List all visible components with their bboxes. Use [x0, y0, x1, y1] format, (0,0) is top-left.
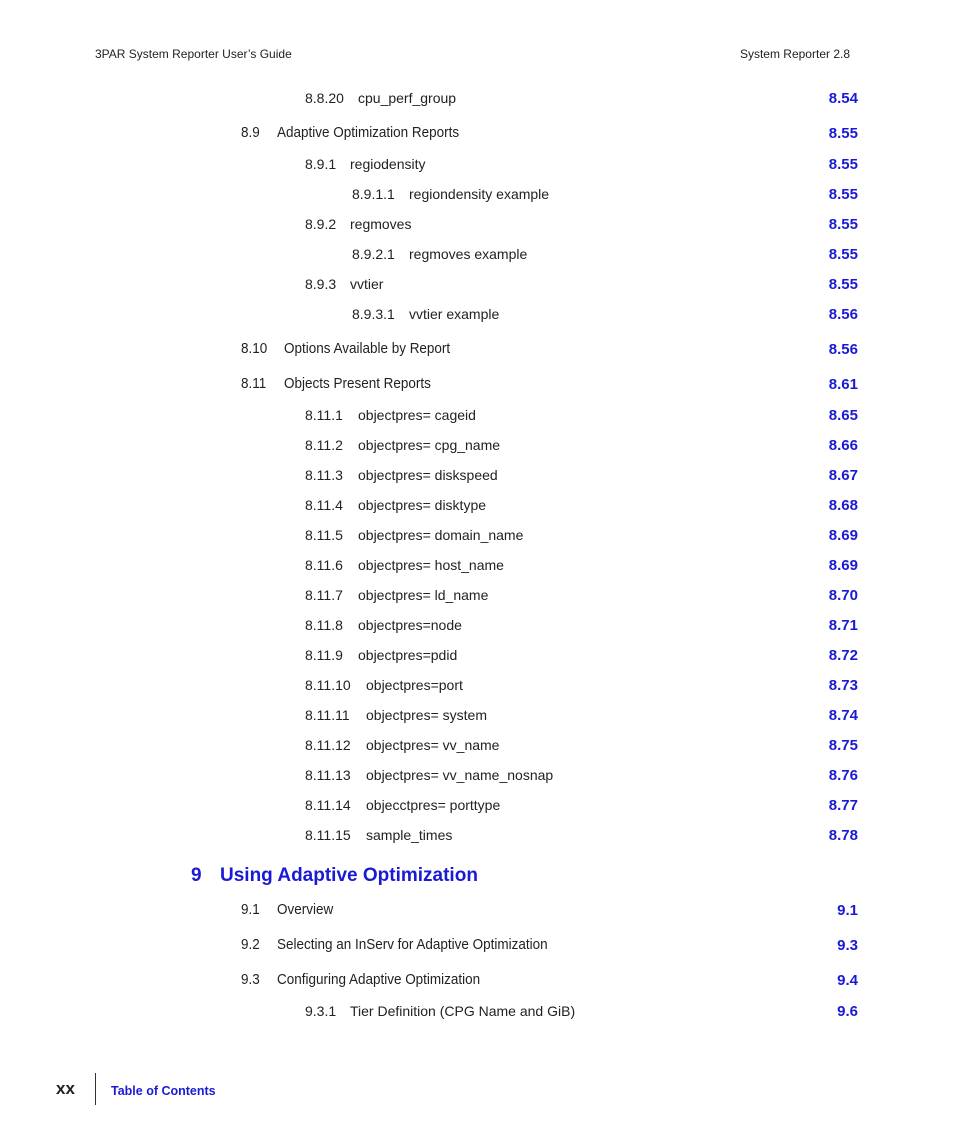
- toc-entry[interactable]: [0, 972, 954, 994]
- page-number: xx: [56, 1079, 75, 1098]
- toc-entry-title[interactable]: regmoves example: [409, 246, 528, 262]
- toc-entry[interactable]: [0, 90, 954, 112]
- toc-entry-page-link[interactable]: 8.69: [828, 527, 858, 544]
- toc-entry-number: 8.11.9: [305, 647, 343, 663]
- toc-entry-title[interactable]: objectpres= cpg_name: [358, 437, 501, 453]
- toc-entry-number: 8.9.3: [305, 276, 337, 292]
- toc-entry[interactable]: [0, 341, 954, 363]
- toc-entry-title[interactable]: objectpres=pdid: [358, 647, 458, 663]
- toc-entry-page-link[interactable]: 8.68: [828, 497, 858, 514]
- toc-entry-page-link[interactable]: 8.70: [828, 587, 858, 604]
- toc-entry-page-link[interactable]: 8.55: [828, 246, 858, 263]
- toc-entry[interactable]: [0, 647, 954, 669]
- toc-entry-title[interactable]: regmoves: [350, 216, 412, 232]
- toc-entry-number: 8.11.4: [305, 497, 343, 513]
- toc-entry-number: 8.11: [241, 376, 267, 392]
- toc-entry-title[interactable]: Configuring Adaptive Optimization: [277, 972, 481, 988]
- toc-entry-number: 8.11.6: [305, 557, 343, 573]
- toc-entry-number: 8.11.5: [305, 527, 343, 543]
- toc-chapter-entry[interactable]: [0, 865, 954, 887]
- toc-entry-page-link[interactable]: 8.65: [828, 407, 858, 424]
- toc-entry-title[interactable]: objectpres= cageid: [358, 407, 476, 423]
- toc-entry-page-link[interactable]: 8.54: [828, 90, 858, 107]
- toc-entry[interactable]: [0, 216, 954, 238]
- toc-entry[interactable]: [0, 767, 954, 789]
- toc-entry[interactable]: [0, 467, 954, 489]
- toc-entry-page-link[interactable]: 8.69: [828, 557, 858, 574]
- toc-entry-number: 8.9: [241, 125, 260, 141]
- toc-entry-page-link[interactable]: 8.55: [828, 186, 858, 203]
- toc-entry[interactable]: [0, 527, 954, 549]
- toc-entry-page-link[interactable]: 8.72: [828, 647, 858, 664]
- toc-entry[interactable]: [0, 246, 954, 268]
- toc-entry-page-link[interactable]: 8.73: [828, 677, 858, 694]
- toc-entry-page-link[interactable]: 8.78: [828, 827, 858, 844]
- toc-entry[interactable]: [0, 937, 954, 959]
- toc-entry[interactable]: [0, 707, 954, 729]
- toc-entry-number: 8.11.3: [305, 467, 343, 483]
- toc-entry-title[interactable]: sample_times: [366, 827, 453, 843]
- toc-entry-number: 8.11.8: [305, 617, 343, 633]
- toc-entry-title[interactable]: Selecting an InServ for Adaptive Optimization: [277, 937, 548, 953]
- toc-entry[interactable]: [0, 306, 954, 328]
- toc-entry-page-link[interactable]: 8.55: [828, 125, 858, 142]
- toc-entry-title[interactable]: regiondensity example: [409, 186, 550, 202]
- toc-entry-page-link[interactable]: 8.76: [828, 767, 858, 784]
- toc-entry-number: 8.11.12: [305, 737, 351, 753]
- toc-entry-title[interactable]: objectpres= ld_name: [358, 587, 489, 603]
- toc-entry[interactable]: [0, 557, 954, 579]
- toc-entry-title[interactable]: objectpres= vv_name_nosnap: [366, 767, 554, 783]
- toc-entry-page-link[interactable]: 8.66: [828, 437, 858, 454]
- toc-entry-number: 9.2: [241, 937, 260, 953]
- toc-entry[interactable]: [0, 587, 954, 609]
- toc-entry-title[interactable]: Overview: [277, 902, 334, 918]
- toc-entry-page-link[interactable]: 8.56: [828, 306, 858, 323]
- toc-entry-title[interactable]: objectpres= disktype: [358, 497, 487, 513]
- footer-section-label: Table of Contents: [111, 1084, 216, 1098]
- toc-entry-page-link[interactable]: 8.55: [828, 156, 858, 173]
- toc-entry-number: 8.11.13: [305, 767, 351, 783]
- toc-entry-number: 8.9.1.1: [352, 186, 395, 202]
- toc-entry[interactable]: [0, 437, 954, 459]
- toc-entry-page-link[interactable]: 8.56: [828, 341, 858, 358]
- toc-entry-title[interactable]: objectpres=port: [366, 677, 463, 693]
- toc-entry-number: 8.9.3.1: [352, 306, 395, 322]
- toc-entry[interactable]: [0, 797, 954, 819]
- toc-entry-title[interactable]: objectpres=node: [358, 617, 462, 633]
- toc-entry-number: 8.9.2.1: [352, 246, 395, 262]
- toc-entry[interactable]: [0, 407, 954, 429]
- toc-entry[interactable]: [0, 156, 954, 178]
- toc-entry-title[interactable]: Using Adaptive Optimization: [220, 865, 478, 886]
- toc-entry-page-link[interactable]: 8.61: [828, 376, 858, 393]
- toc-entry-number: 8.11.11: [305, 707, 350, 723]
- toc-entry[interactable]: [0, 497, 954, 519]
- toc-entry[interactable]: [0, 276, 954, 298]
- toc-entry-title[interactable]: objectpres= domain_name: [358, 527, 524, 543]
- toc-entry-title[interactable]: Tier Definition (CPG Name and GiB): [350, 1003, 576, 1019]
- toc-entry[interactable]: [0, 186, 954, 208]
- toc-entry-title[interactable]: vvtier: [350, 276, 384, 292]
- toc-entry-page-link[interactable]: 9.3: [837, 937, 858, 954]
- toc-entry-number: 8.8.20: [305, 90, 344, 106]
- toc-entry-title[interactable]: Adaptive Optimization Reports: [277, 125, 460, 141]
- toc-entry-page-link[interactable]: 9.1: [837, 902, 858, 919]
- toc-entry-title[interactable]: objectpres= vv_name: [366, 737, 500, 753]
- toc-entry-number: 9.3.1: [305, 1003, 337, 1019]
- toc-entry-page-link[interactable]: 8.77: [828, 797, 858, 814]
- toc-entry-page-link[interactable]: 9.6: [837, 1003, 858, 1020]
- running-header-title: 3PAR System Reporter User’s Guide: [95, 47, 292, 61]
- toc-entry[interactable]: [0, 376, 954, 398]
- toc-entry-number: 8.11.10: [305, 677, 351, 693]
- toc-entry[interactable]: [0, 617, 954, 639]
- toc-entry-page-link[interactable]: 9.4: [837, 972, 858, 989]
- toc-entry[interactable]: [0, 902, 954, 924]
- toc-entry-number: 8.11.15: [305, 827, 351, 843]
- toc-entry[interactable]: [0, 1003, 954, 1025]
- toc-entry-title[interactable]: regiodensity: [350, 156, 426, 172]
- toc-entry[interactable]: [0, 737, 954, 759]
- toc-entry-number: 8.11.1: [305, 407, 343, 423]
- toc-entry[interactable]: [0, 827, 954, 849]
- toc-entry[interactable]: [0, 677, 954, 699]
- toc-entry-number: 8.11.2: [305, 437, 343, 453]
- toc-entry-title[interactable]: Objects Present Reports: [284, 376, 431, 392]
- toc-entry-page-link[interactable]: 8.71: [828, 617, 858, 634]
- toc-entry-number: 8.11.7: [305, 587, 343, 603]
- toc-entry-page-link[interactable]: 8.55: [828, 216, 858, 233]
- toc-entry-title[interactable]: vvtier example: [409, 306, 500, 322]
- toc-entry-page-link[interactable]: 8.75: [828, 737, 858, 754]
- toc-entry-number: 9.1: [241, 902, 260, 918]
- running-header-version: System Reporter 2.8: [739, 47, 850, 61]
- toc-entry-title[interactable]: objectpres= system: [366, 707, 487, 723]
- toc-entry-page-link[interactable]: 8.74: [828, 707, 858, 724]
- toc-entry-title[interactable]: objecctpres= porttype: [366, 797, 501, 813]
- toc-entry-page-link[interactable]: 8.55: [828, 276, 858, 293]
- toc-entry[interactable]: [0, 125, 954, 147]
- toc-entry-title[interactable]: objectpres= host_name: [358, 557, 504, 573]
- footer-divider: [95, 1073, 96, 1105]
- toc-entry-title[interactable]: cpu_perf_group: [358, 90, 457, 106]
- toc-entry-page-link[interactable]: 8.67: [828, 467, 858, 484]
- toc-entry-number: 8.9.2: [305, 216, 337, 232]
- toc-entry-number: 9: [191, 865, 202, 886]
- toc-entry-number: 8.10: [241, 341, 268, 357]
- toc-entry-title[interactable]: Options Available by Report: [284, 341, 451, 357]
- toc-entry-number: 8.9.1: [305, 156, 337, 172]
- toc-entry-title[interactable]: objectpres= diskspeed: [358, 467, 498, 483]
- toc-entry-number: 8.11.14: [305, 797, 351, 813]
- toc-entry-number: 9.3: [241, 972, 260, 988]
